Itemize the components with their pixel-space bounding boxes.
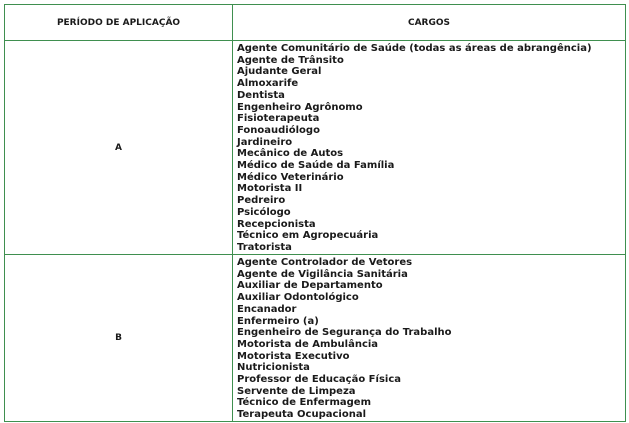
cargo-item: Tratorista — [237, 241, 292, 253]
cargo-item: Agente Controlador de Vetores — [237, 257, 413, 268]
cargo-item: Auxiliar de Departamento — [237, 280, 383, 292]
cargo-item: Dentista — [237, 89, 285, 101]
table-row — [5, 41, 626, 255]
cargo-item: Médico Veterinário — [237, 171, 344, 183]
cargo-item: Motorista de Ambulância — [237, 338, 379, 350]
cargos-table — [4, 4, 626, 422]
cargo-item: Agente Comunitário de Saúde (todas as áreas de abrangência) — [237, 43, 592, 54]
cargo-item: Ajudante Geral — [237, 66, 322, 78]
cargo-item: Psicólogo — [237, 206, 291, 218]
cargo-item: Motorista Executivo — [237, 350, 350, 362]
cargo-item: Médico de Saúde da Família — [237, 160, 395, 172]
cargo-item: Auxiliar Odontológico — [237, 292, 359, 304]
table-row — [5, 255, 626, 422]
header-cargos: CARGOS — [233, 5, 626, 41]
cargo-item: Engenheiro Agrônomo — [237, 101, 363, 113]
cargo-item: Encanador — [237, 303, 297, 315]
cargo-item: Jardineiro — [237, 136, 293, 148]
cargo-item: Técnico de Enfermagem — [237, 397, 371, 409]
cargo-item: Professor de Educação Física — [237, 374, 401, 386]
cargo-item: Pedreiro — [237, 195, 286, 207]
cargo-item: Agente de Trânsito — [237, 54, 344, 66]
cargo-item: Recepcionista — [237, 218, 316, 230]
cargo-item: Servente de Limpeza — [237, 385, 356, 397]
period-cell: B — [5, 255, 233, 422]
cargo-item: Engenheiro de Segurança do Trabalho — [237, 327, 452, 339]
header-periodo: PERÍODO DE APLICAÇÃO — [5, 5, 233, 41]
cargo-item: Fisioterapeuta — [237, 113, 320, 125]
header-row — [5, 5, 626, 41]
cargo-item: Motorista II — [237, 183, 303, 195]
cargos-cell — [233, 41, 626, 255]
cargo-item: Técnico em Agropecuária — [237, 230, 379, 242]
cargo-item: Agente de Vigilância Sanitária — [237, 268, 408, 280]
cargos-cell — [233, 255, 626, 422]
cargo-item: Mecânico de Autos — [237, 148, 344, 160]
period-cell: A — [5, 41, 233, 255]
cargo-item: Terapeuta Ocupacional — [237, 409, 366, 421]
cargo-item: Fonoaudiólogo — [237, 124, 320, 136]
cargo-item: Almoxarife — [237, 78, 299, 90]
cargo-item: Nutricionista — [237, 362, 310, 374]
cargo-item: Enfermeiro (a) — [237, 315, 319, 327]
